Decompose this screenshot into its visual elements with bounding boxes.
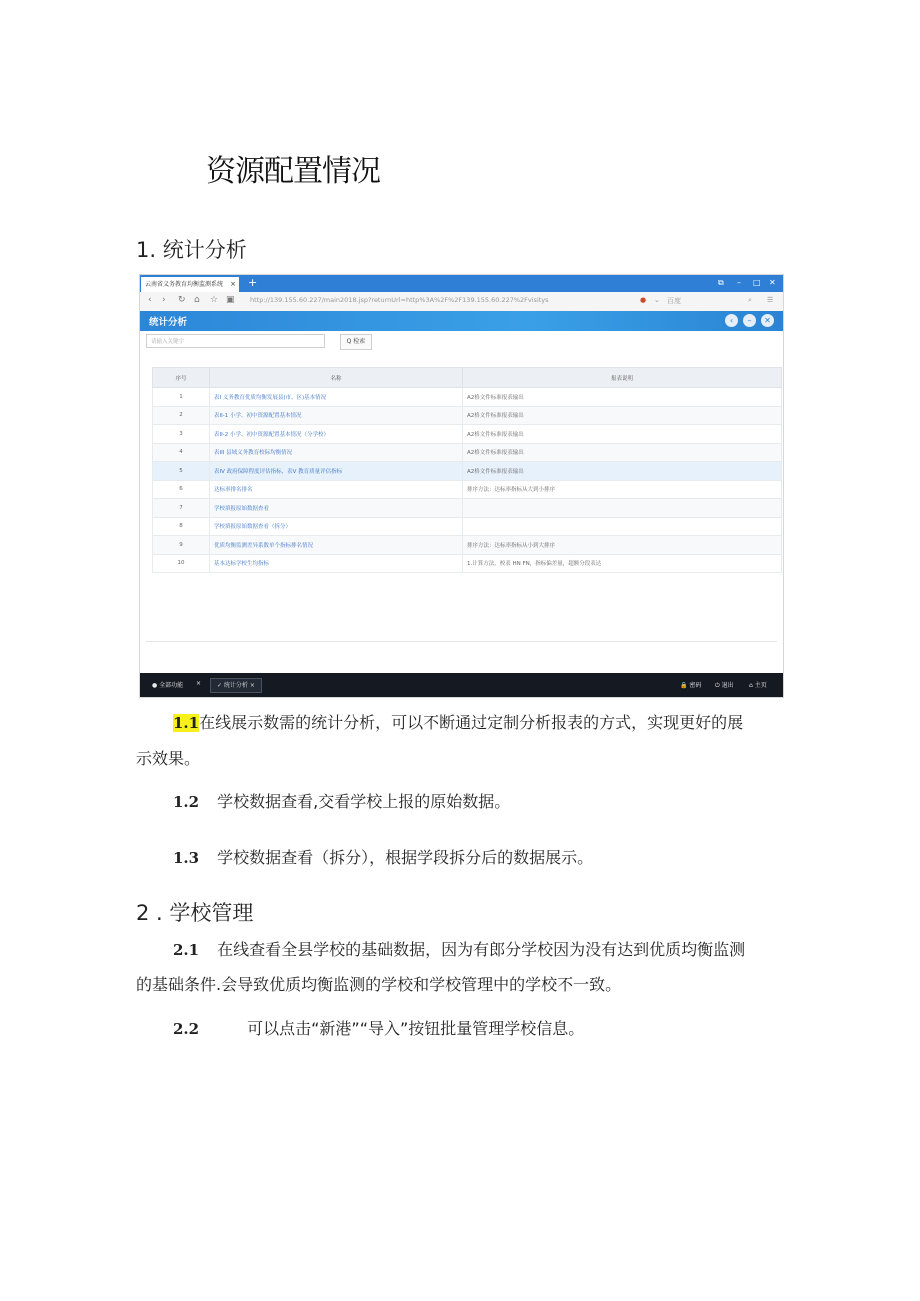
minimize-button[interactable]: – xyxy=(743,314,756,327)
paragraph-number: 1.1 xyxy=(173,714,200,732)
search-engine-label[interactable]: 百度 xyxy=(667,297,681,305)
paragraph-text: 在线展示数需的统计分析，可以不断通过定制分析报表的方式，实现更好的展 xyxy=(199,713,744,732)
paragraph-number: 2.2 xyxy=(173,1020,200,1038)
report-link[interactable]: 基本达标学校生均指标 xyxy=(210,554,463,573)
paragraph-text: 在线查看全县学校的基础数据，因为有郎分学校因为没有达到优质均衡监测 xyxy=(217,940,746,959)
row-index: 3 xyxy=(153,425,210,444)
report-link[interactable]: 表I 义务教育优质均衡发展县(市、区)基本情况 xyxy=(210,388,463,407)
table-header-row xyxy=(153,368,782,388)
close-icon[interactable]: × xyxy=(196,680,202,687)
row-index: 10 xyxy=(153,554,210,573)
extension-icon[interactable]: ● xyxy=(640,296,647,304)
taskbar xyxy=(140,673,783,697)
divider xyxy=(146,641,777,642)
window-restore-icon[interactable]: ⧉ xyxy=(718,278,724,287)
row-index: 2 xyxy=(153,406,210,425)
table-row[interactable] xyxy=(153,388,782,407)
menu-icon[interactable]: ☰ xyxy=(767,296,774,304)
paragraph-number: 2.1 xyxy=(173,941,200,959)
logout-button[interactable]: ⏻ 退出 xyxy=(715,682,734,689)
paragraph-number: 1.3 xyxy=(173,849,200,867)
row-index: 4 xyxy=(153,443,210,462)
url-field[interactable]: http://139.155.60.227/main2018.jsp?returnUrl=http%3A%2F%2F139.155.60.227%2Fvisitys xyxy=(250,296,549,304)
table-row[interactable] xyxy=(153,499,782,518)
close-icon[interactable]: × xyxy=(230,280,236,288)
search-input[interactable]: 请输入关键字 xyxy=(146,334,325,348)
star-icon[interactable]: ☆ xyxy=(210,295,219,305)
section-heading-2: 2 . 学校管理 xyxy=(136,901,254,925)
window-close-icon[interactable]: ✕ xyxy=(769,278,776,287)
back-icon[interactable]: ‹ xyxy=(148,295,152,305)
paragraph-text: 学校数据查看（拆分），根据学段拆分后的数据展示。 xyxy=(217,848,594,867)
app-screenshot xyxy=(139,274,784,698)
back-button[interactable]: ‹ xyxy=(725,314,738,327)
all-functions-button[interactable]: ● 全部功能 xyxy=(152,682,184,689)
paragraph-1-2 xyxy=(173,787,510,817)
report-description: 排序方法：达标率指标从小到大排序 xyxy=(463,536,782,555)
home-button[interactable]: ⌂ 主页 xyxy=(749,682,767,689)
browser-tab-title: 云南省义务教育均衡监测系统 xyxy=(145,281,224,288)
dropdown-icon[interactable]: ⌄ xyxy=(654,296,660,304)
report-table xyxy=(152,367,782,573)
report-link[interactable]: 表IV 政府保障程度评估指标，表V 教育质量评估指标 xyxy=(210,462,463,481)
table-row[interactable] xyxy=(153,480,782,499)
new-tab-button[interactable]: + xyxy=(248,276,258,289)
table-row[interactable] xyxy=(153,536,782,555)
password-button[interactable]: 🔒 密码 xyxy=(680,682,702,689)
section-heading-1: 1. 统计分析 xyxy=(136,238,247,262)
report-description: A2格文件标准报表输出 xyxy=(463,388,782,407)
taskbar-tab-statistics[interactable] xyxy=(210,678,262,693)
paragraph-2-2 xyxy=(173,1014,584,1044)
report-description: A2格文件标准报表输出 xyxy=(463,425,782,444)
report-link[interactable]: 学校填报原始数据查看（拆分） xyxy=(210,517,463,536)
row-index: 8 xyxy=(153,517,210,536)
report-link[interactable]: 表III 县域义务教育校际均衡情况 xyxy=(210,443,463,462)
report-description xyxy=(463,517,782,536)
report-description: A2格文件标准报表输出 xyxy=(463,462,782,481)
paragraph-text: 可以点击“新港”“导入”按钮批量管理学校信息。 xyxy=(247,1019,585,1038)
report-link[interactable]: 达标率排名排名 xyxy=(210,480,463,499)
table-row[interactable] xyxy=(153,462,782,481)
row-index: 7 xyxy=(153,499,210,518)
table-row[interactable] xyxy=(153,517,782,536)
reload-icon[interactable]: ↻ xyxy=(178,295,186,305)
address-bar xyxy=(140,292,783,312)
maximize-icon[interactable]: □ xyxy=(753,278,761,287)
taskbar-tab-label: ✓ 统计分析 xyxy=(217,682,248,689)
search-row xyxy=(140,331,783,355)
paragraph-1-1-line1 xyxy=(173,708,743,738)
table-row[interactable] xyxy=(153,425,782,444)
column-header-description[interactable]: 报表说明 xyxy=(463,368,782,388)
search-icon[interactable]: ⌕ xyxy=(748,296,752,304)
paragraph-2-1-line2: 的基础条件.会导致优质均衡监测的学校和学校管理中的学校不一致。 xyxy=(136,975,622,994)
report-description xyxy=(463,499,782,518)
bookmark-icon[interactable]: ▣ xyxy=(226,295,235,305)
row-index: 1 xyxy=(153,388,210,407)
report-link[interactable]: 表II-1 小学、初中资源配置基本情况 xyxy=(210,406,463,425)
row-index: 5 xyxy=(153,462,210,481)
row-index: 6 xyxy=(153,480,210,499)
close-button[interactable]: ✕ xyxy=(761,314,774,327)
page-title: 资源配置情况 xyxy=(206,154,380,189)
close-icon[interactable]: × xyxy=(249,682,255,689)
app-header-title: 统计分析 xyxy=(149,317,188,328)
home-icon[interactable]: ⌂ xyxy=(194,295,200,305)
table-row[interactable] xyxy=(153,554,782,573)
report-description: A2格文件标准报表输出 xyxy=(463,443,782,462)
paragraph-1-1-line2: 示效果。 xyxy=(136,749,201,768)
paragraph-number: 1.2 xyxy=(173,793,200,811)
row-index: 9 xyxy=(153,536,210,555)
app-header xyxy=(140,311,783,331)
paragraph-2-1-line1 xyxy=(173,935,745,965)
report-link[interactable]: 学校填报原始数据查看 xyxy=(210,499,463,518)
paragraph-1-3 xyxy=(173,843,593,873)
minimize-icon[interactable]: – xyxy=(737,278,741,287)
report-description: 1.计算方法，校表 HN FN，指标偏差量，超额分段表达 xyxy=(463,554,782,573)
column-header-name[interactable]: 名称 xyxy=(210,368,463,388)
table-row[interactable] xyxy=(153,406,782,425)
browser-tab-bar xyxy=(140,275,783,292)
report-link[interactable]: 表II-2 小学、初中资源配置基本情况（分学校） xyxy=(210,425,463,444)
forward-icon[interactable]: › xyxy=(162,295,166,305)
column-header-index[interactable]: 序号 xyxy=(153,368,210,388)
report-link[interactable]: 优质均衡监测差异系数单个指标排名情况 xyxy=(210,536,463,555)
report-description: A2格文件标准报表输出 xyxy=(463,406,782,425)
report-description: 排序方法：达标率指标从大到小排序 xyxy=(463,480,782,499)
browser-tab[interactable] xyxy=(141,277,239,292)
table-row[interactable] xyxy=(153,443,782,462)
search-button[interactable]: Q 检索 xyxy=(340,334,372,350)
paragraph-text: 学校数据查看,交看学校上报的原始数据。 xyxy=(217,792,511,811)
